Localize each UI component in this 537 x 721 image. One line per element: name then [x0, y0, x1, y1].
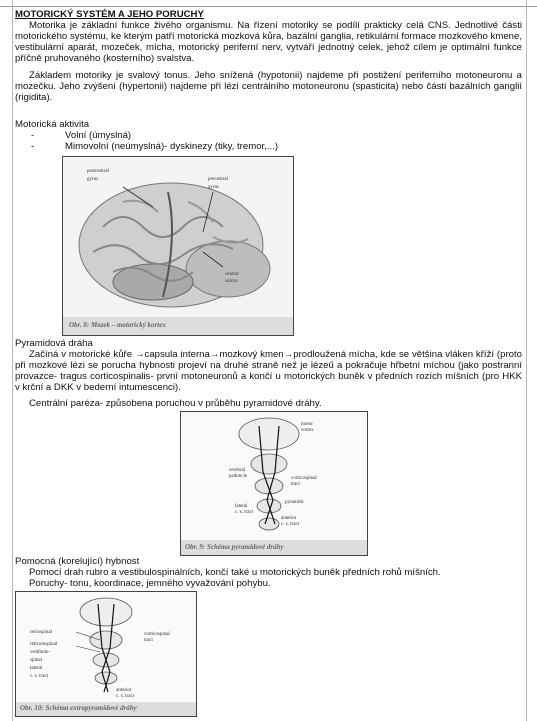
extrapyramidal-heading: Pomocná (korelující) hybnost — [15, 556, 140, 567]
intro-paragraph-1: Motorika je základní funkce živého organismu. Na řízení motoriky se podílí prakticky celá CNS. Jednotlivé části motorického systému, ke kterým patří motorická mozková kůra, bazální ganglia, retikulární formace mozkového kmene, vestibulární aparát, mozeček, mícha, motorický periferní nerv, vytváří jednotný celek, jehož cílem je optimální funkce příčně pruhovaného (kosterního) svalstva. — [15, 20, 522, 64]
figure-caption: Obr. 8: Mozek – motorický kortex — [69, 321, 166, 329]
right-margin-line — [526, 0, 527, 721]
figure-pyramidal-tract: motor cortex cerebral peduncle corticospinal tract pyramids lateral c. s. tract anterior c. s. tract Obr. 9: Schéma pyramidové dráhy — [180, 411, 368, 556]
extrapyramidal-paragraph-2: Poruchy- tonu, koordinace, jemného vyvažování pohybu. — [29, 578, 271, 589]
page-title: MOTORICKÝ SYSTÉM A JEHO PORUCHY — [15, 9, 204, 20]
activity-heading: Motorická aktivita — [15, 119, 90, 130]
extrapyramidal-paragraph-1: Pomocí drah rubro a vestibulospinálních, končí také u motorických buněk předních rohů míšních. — [29, 567, 441, 578]
list-item: - Mimovolní (neúmyslná)- dyskinezy (tiky, tremor,...) — [31, 141, 279, 152]
figure-extrapyramidal-tract: rectospinal reticulospinal vestibulo- spinal lateral c. s. tract anterior c. s. tract corticospinal tract Obr. 10: Schéma extrapyramidové dráhy — [15, 591, 197, 717]
brain-illustration — [63, 157, 293, 335]
activity-list — [15, 130, 522, 152]
left-margin-line — [12, 0, 13, 721]
intro-paragraph-2: Základem motoriky je svalový tonus. Jeho snížená (hypotonii) najdeme při postižení periferního motoneuronu a mozečku. Jeho zvýšení (hypertonii) najdeme při lézi centrálního motoneuronu (spasticita) nebo části bazálních ganglií (rigidita). — [15, 70, 522, 103]
figure-caption: Obr. 9: Schéma pyramidové dráhy — [185, 543, 284, 551]
pyramid-paragraph-2: Centrální paréza- způsobena poruchou v průběhu pyramidové dráhy. — [29, 398, 322, 409]
pyramidal-tract-diagram — [181, 412, 367, 555]
top-margin-line — [0, 6, 537, 7]
pyramid-heading: Pyramidová dráha — [15, 338, 93, 349]
figure-caption: Obr. 10: Schéma extrapyramidové dráhy — [20, 704, 137, 712]
figure-brain-motor-cortex: postcentral gyrus precentral gyrus central sulcus Obr. 8: Mozek – motorický kortex — [62, 156, 294, 336]
pyramid-paragraph-1: Začíná v motorické kůře →capsula interna→mozkový kmen→prodloužená mícha, kde se většina vláken kříží (proto při mozkové lézi se porucha hybnosti projeví na druhé straně než je lézeű a pokračuje hřbetní míchou (jako postranní provazce- tragus corticospinalis- první motoneuronů a končí u motorických buněk v předních rozích míšních (pro HKK v krční a DKK v bederní intumescenci). — [15, 349, 522, 393]
list-item: - Volní (úmyslná) — [31, 130, 132, 141]
